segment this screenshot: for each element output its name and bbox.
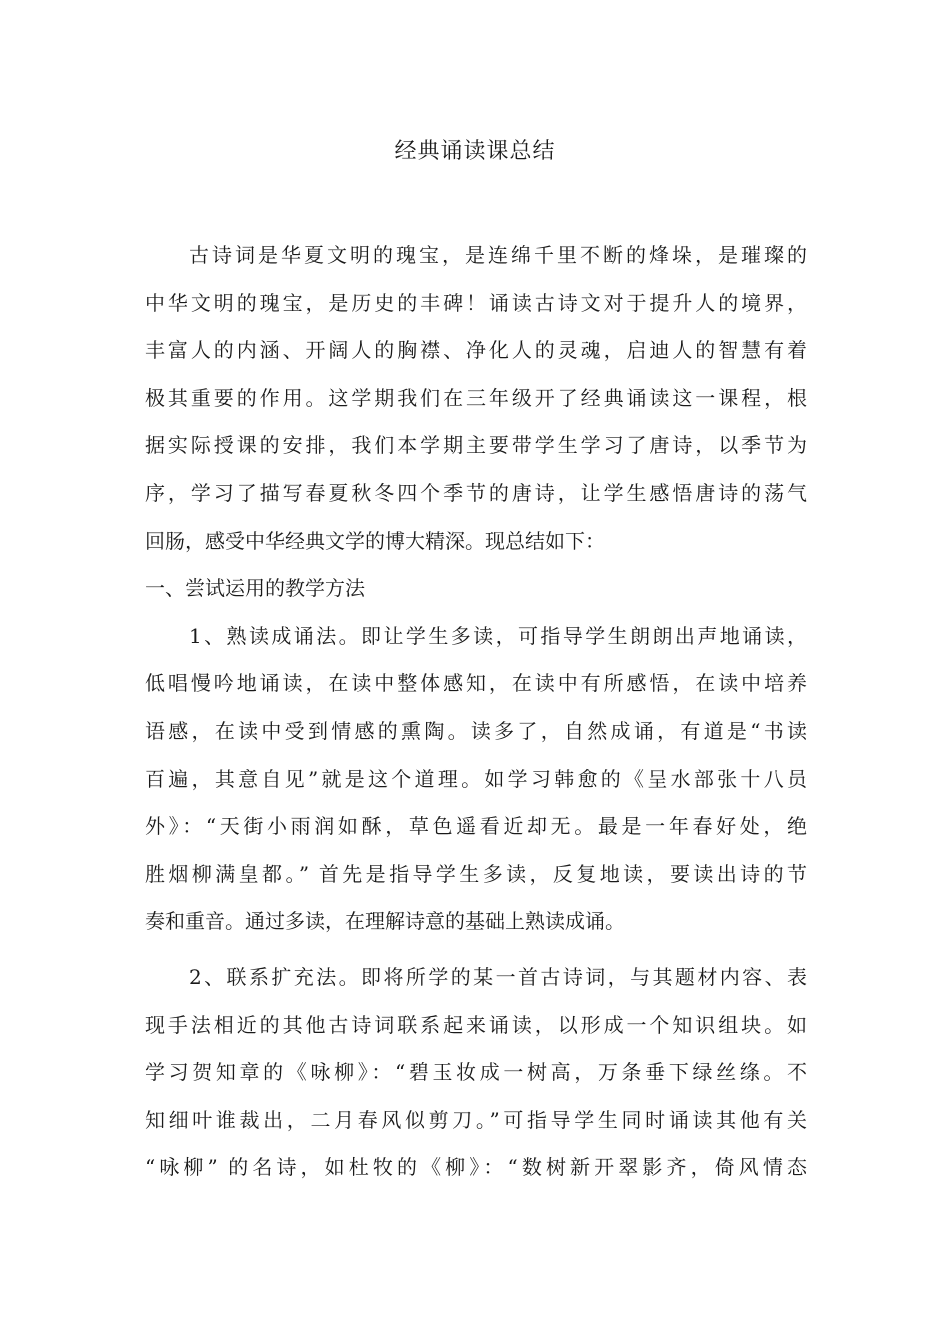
- text-line: 2、联系扩充法。即将所学的某一首古诗词，与其题材内容、表: [189, 964, 807, 989]
- text-line: 序，学习了描写春夏秋冬四个季节的唐诗，让学生感悟唐诗的荡气: [145, 480, 807, 505]
- paragraph-method-1: [145, 613, 807, 946]
- text-line: 语感，在读中受到情感的熏陶。读多了，自然成诵，有道是“书读: [145, 718, 807, 743]
- text-line: 据实际授课的安排，我们本学期主要带学生学习了唐诗，以季节为: [145, 433, 807, 458]
- text-line: 低唱慢吟地诵读，在读中整体感知，在读中有所感悟，在读中培养: [145, 671, 807, 696]
- text-line: 丰富人的内涵、开阔人的胸襟、净化人的灵魂，启迪人的智慧有着: [145, 338, 807, 363]
- paragraph-spacer: [145, 946, 807, 954]
- text-line: 中华文明的瑰宝，是历史的丰碑！诵读古诗文对于提升人的境界，: [145, 290, 807, 315]
- text-line: 极其重要的作用。这学期我们在三年级开了经典诵读这一课程，根: [145, 385, 807, 410]
- text-line: 知细叶谁裁出，二月春风似剪刀。”可指导学生同时诵读其他有关: [145, 1107, 807, 1132]
- text-line: 外》：“天街小雨润如酥，草色遥看近却无。最是一年春好处，绝: [145, 814, 807, 839]
- text-line: 奏和重音。通过多读，在理解诗意的基础上熟读成诵。: [145, 909, 625, 934]
- text-line: 学习贺知章的《咏柳》：“碧玉妆成一树高，万条垂下绿丝绦。不: [145, 1060, 807, 1085]
- text-line: “咏柳” 的名诗，如杜牧的《柳》：“数树新开翠影齐，倚风情态: [145, 1155, 807, 1180]
- text-line: 古诗词是华夏文明的瑰宝，是连绵千里不断的烽垛，是璀璨的: [189, 243, 807, 267]
- document-title: 经典诵读课总结: [394, 139, 556, 164]
- section-heading: [145, 565, 807, 613]
- text-line: 现手法相近的其他古诗词联系起来诵读，以形成一个知识组块。如: [145, 1012, 807, 1037]
- text-line: 百遍，其意自见”就是这个道理。如学习韩愈的《呈水部张十八员: [145, 766, 807, 791]
- text-line: 胜烟柳满皇都。” 首先是指导学生多读，反复地读，要读出诗的节: [145, 861, 807, 886]
- paragraph-method-2: [145, 954, 807, 1192]
- text-line: 回肠，感受中华经典文学的博大精深。现总结如下：: [145, 528, 605, 553]
- heading-line: 一、尝试运用的教学方法: [145, 576, 365, 601]
- paragraph-intro: [145, 232, 807, 565]
- document-body: [145, 232, 807, 1192]
- text-line: 1、熟读成诵法。即让学生多读，可指导学生朗朗出声地诵读，: [189, 623, 807, 648]
